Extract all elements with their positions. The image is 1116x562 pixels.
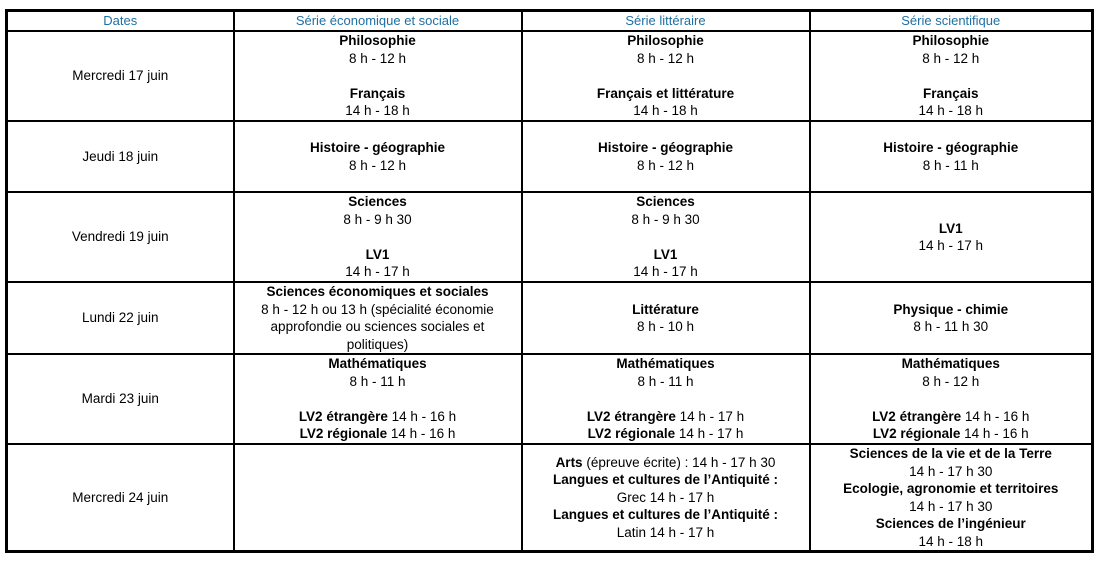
cell-l [522, 192, 810, 282]
cell-es [234, 282, 522, 354]
time: 14 h - 18 h [918, 103, 984, 119]
lv2-etrangere: LV2 étrangère 14 h - 16 h [872, 408, 1030, 424]
date-cell: Lundi 22 juin [7, 282, 234, 354]
cell-es [234, 31, 522, 121]
subject: Mathématiques [616, 356, 715, 372]
cell-s [810, 282, 1093, 354]
time: 8 h - 12 h [636, 157, 695, 173]
exam-schedule-table [5, 9, 1094, 553]
time: 14 h - 17 h 30 [909, 463, 993, 479]
time: 14 h - 18 h [633, 103, 698, 119]
subject: Français [349, 85, 406, 101]
time: 8 h - 12 h ou 13 h (spécialité économie [261, 301, 494, 317]
subject: Mathématiques [901, 356, 1000, 372]
time: 8 h - 12 h [922, 50, 980, 66]
header-es: Série économique et sociale [234, 11, 522, 32]
subject: Physique - chimie [893, 301, 1009, 317]
time: 14 h - 17 h [918, 238, 984, 253]
subject: Langues et cultures de l’Antiquité : [552, 472, 779, 488]
date-cell: Jeudi 18 juin [7, 121, 234, 192]
table-row [7, 444, 1093, 552]
subject: Sciences économiques et sociales [266, 284, 489, 299]
time: 8 h - 9 h 30 [631, 211, 700, 227]
header-dates: Dates [7, 11, 234, 32]
lv2-etrangere: LV2 étrangère 14 h - 16 h [298, 408, 457, 424]
lv2-etrangere: LV2 étrangère 14 h - 17 h [586, 408, 745, 424]
cell-es-empty [234, 444, 522, 552]
date-cell: Mercredi 24 juin [7, 444, 234, 552]
cell-l [522, 444, 810, 552]
time: 8 h - 12 h [922, 373, 980, 389]
time: 8 h - 11 h 30 [913, 319, 989, 334]
time: 8 h - 12 h [348, 50, 407, 66]
cell-s [810, 354, 1093, 444]
header-l: Série littéraire [522, 11, 810, 32]
time: 8 h - 11 h [922, 157, 979, 173]
time: 8 h - 12 h [636, 50, 695, 66]
time: 14 h - 17 h 30 [909, 498, 993, 514]
time: 8 h - 11 h [637, 373, 694, 389]
time: 8 h - 12 h [348, 157, 407, 173]
date-cell: Mardi 23 juin [7, 354, 234, 444]
subject: Langues et cultures de l’Antiquité : [552, 507, 779, 523]
cell-l [522, 354, 810, 444]
header-row [7, 11, 1093, 32]
time: approfondie ou sciences sociales et [270, 319, 485, 334]
lv2-regionale: LV2 régionale 14 h - 17 h [587, 426, 744, 442]
time: 8 h - 11 h [349, 373, 406, 389]
table-row [7, 192, 1093, 282]
subject: Philosophie [912, 33, 989, 49]
subject: Sciences [636, 194, 695, 210]
arts-line: Arts (épreuve écrite) : 14 h - 17 h 30 [555, 454, 776, 470]
subject: Sciences de l’ingénieur [875, 516, 1026, 531]
subject: Philosophie [627, 33, 704, 49]
date-cell: Vendredi 19 juin [7, 192, 234, 282]
table-row [7, 31, 1093, 121]
cell-s [810, 121, 1093, 192]
cell-l [522, 282, 810, 354]
table-row [7, 354, 1093, 444]
time: 8 h - 10 h [636, 319, 695, 334]
cell-l [522, 31, 810, 121]
time: 14 h - 17 h [345, 264, 410, 280]
time: Latin 14 h - 17 h [616, 524, 715, 540]
time: 14 h - 18 h [918, 533, 984, 549]
lv2-regionale: LV2 régionale 14 h - 16 h [872, 426, 1029, 442]
subject: Sciences de la vie et de la Terre [849, 446, 1052, 461]
time: Grec 14 h - 17 h [616, 489, 715, 505]
cell-s [810, 444, 1093, 552]
subject: Français et littérature [596, 85, 735, 101]
table-row [7, 121, 1093, 192]
subject: Mathématiques [328, 356, 427, 372]
subject: LV1 [653, 246, 678, 262]
subject: Sciences [348, 194, 407, 210]
table-row [7, 282, 1093, 354]
time: 8 h - 9 h 30 [343, 211, 412, 227]
subject: Ecologie, agronomie et territoires [843, 481, 1059, 496]
cell-s [810, 31, 1093, 121]
subject: LV1 [938, 220, 963, 236]
date-cell: Mercredi 17 juin [7, 31, 234, 121]
cell-s [810, 192, 1093, 282]
cell-es [234, 121, 522, 192]
time: 14 h - 18 h [345, 103, 410, 119]
lv2-regionale: LV2 régionale 14 h - 16 h [299, 426, 456, 442]
subject: Histoire - géographie [597, 140, 734, 155]
subject: Littérature [632, 301, 699, 317]
subject: Français [922, 85, 979, 101]
time: politiques) [346, 336, 409, 352]
cell-es [234, 354, 522, 444]
subject: Histoire - géographie [309, 140, 446, 155]
subject: LV1 [365, 246, 390, 262]
subject: Philosophie [339, 33, 416, 49]
time: 14 h - 17 h [633, 264, 698, 280]
subject: Histoire - géographie [883, 140, 1019, 155]
cell-l [522, 121, 810, 192]
cell-es [234, 192, 522, 282]
header-s: Série scientifique [810, 11, 1093, 32]
